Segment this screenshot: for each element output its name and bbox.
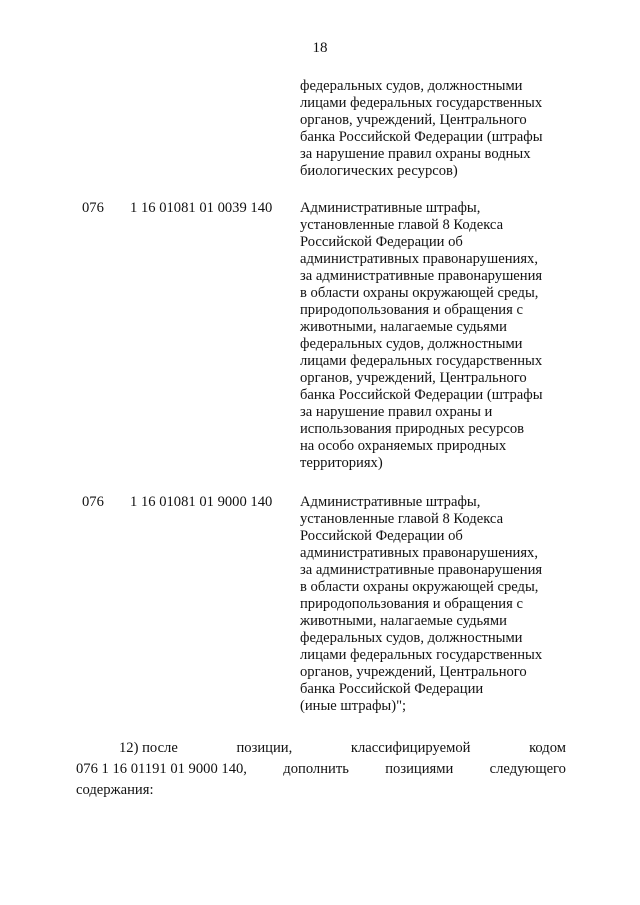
text-line: за административные правонарушения <box>300 268 543 284</box>
text-line: банка Российской Федерации (штрафы <box>300 387 543 403</box>
admin-code: 076 <box>82 494 104 510</box>
text-line: банка Российской Федерации <box>300 681 484 697</box>
text-line: (иные штрафы)"; <box>300 698 407 714</box>
text-line: биологических ресурсов) <box>300 163 458 179</box>
text-line: в области охраны окружающей среды, <box>300 579 539 595</box>
text-line: федеральных судов, должностными <box>300 78 523 94</box>
text-line: лицами федеральных государственных <box>300 95 543 111</box>
admin-code: 076 <box>82 200 104 216</box>
page-number: 18 <box>312 40 328 56</box>
kbk-code: 1 16 01081 01 0039 140 <box>130 200 273 216</box>
continuation-description <box>300 78 570 180</box>
text-line: лицами федеральных государственных <box>300 353 543 369</box>
text-line: административных правонарушениях, <box>300 251 538 267</box>
text-line: за нарушение правил охраны водных <box>300 146 531 162</box>
text-line: животными, налагаемые судьями <box>300 319 507 335</box>
paragraph-word: 12) после <box>119 740 178 756</box>
text-line: в области охраны окружающей среды, <box>300 285 539 301</box>
row-description <box>300 200 570 472</box>
text-line: Российской Федерации об <box>300 528 463 544</box>
text-line: органов, учреждений, Центрального <box>300 370 527 386</box>
text-line: за административные правонарушения <box>300 562 543 578</box>
paragraph-word: дополнить <box>283 761 349 777</box>
amendment-paragraph <box>76 738 566 801</box>
text-line: использования природных ресурсов <box>300 421 525 437</box>
text-line: животными, налагаемые судьями <box>300 613 507 629</box>
text-line: природопользования и обращения с <box>300 596 523 612</box>
text-line: территориях) <box>300 455 383 471</box>
text-line: лицами федеральных государственных <box>300 647 543 663</box>
paragraph-word: позиции, <box>236 740 293 756</box>
paragraph-line <box>76 780 566 801</box>
text-line: Административные штрафы, <box>300 494 481 510</box>
text-line: банка Российской Федерации (штрафы <box>300 129 543 145</box>
text-line: органов, учреждений, Центрального <box>300 112 527 128</box>
paragraph-line <box>76 759 566 780</box>
text-line: за нарушение правил охраны и <box>300 404 493 420</box>
text-line: на особо охраняемых природных <box>300 438 507 454</box>
text-line: Административные штрафы, <box>300 200 481 216</box>
paragraph-word: кодом <box>529 740 566 756</box>
text-line: органов, учреждений, Центрального <box>300 664 527 680</box>
text-line: природопользования и обращения с <box>300 302 523 318</box>
paragraph-word: содержания: <box>76 782 154 798</box>
row-description <box>300 494 570 715</box>
paragraph-word: 076 1 16 01191 01 9000 140, <box>76 761 247 777</box>
paragraph-word: классифицируемой <box>350 740 471 756</box>
paragraph-word: позициями <box>385 761 454 777</box>
kbk-code: 1 16 01081 01 9000 140 <box>130 494 273 510</box>
text-line: установленные главой 8 Кодекса <box>300 217 504 233</box>
paragraph-word: следующего <box>489 761 566 777</box>
text-line: федеральных судов, должностными <box>300 630 523 646</box>
text-line: федеральных судов, должностными <box>300 336 523 352</box>
text-line: Российской Федерации об <box>300 234 463 250</box>
text-line: установленные главой 8 Кодекса <box>300 511 504 527</box>
paragraph-line <box>76 738 566 759</box>
text-line: административных правонарушениях, <box>300 545 538 561</box>
